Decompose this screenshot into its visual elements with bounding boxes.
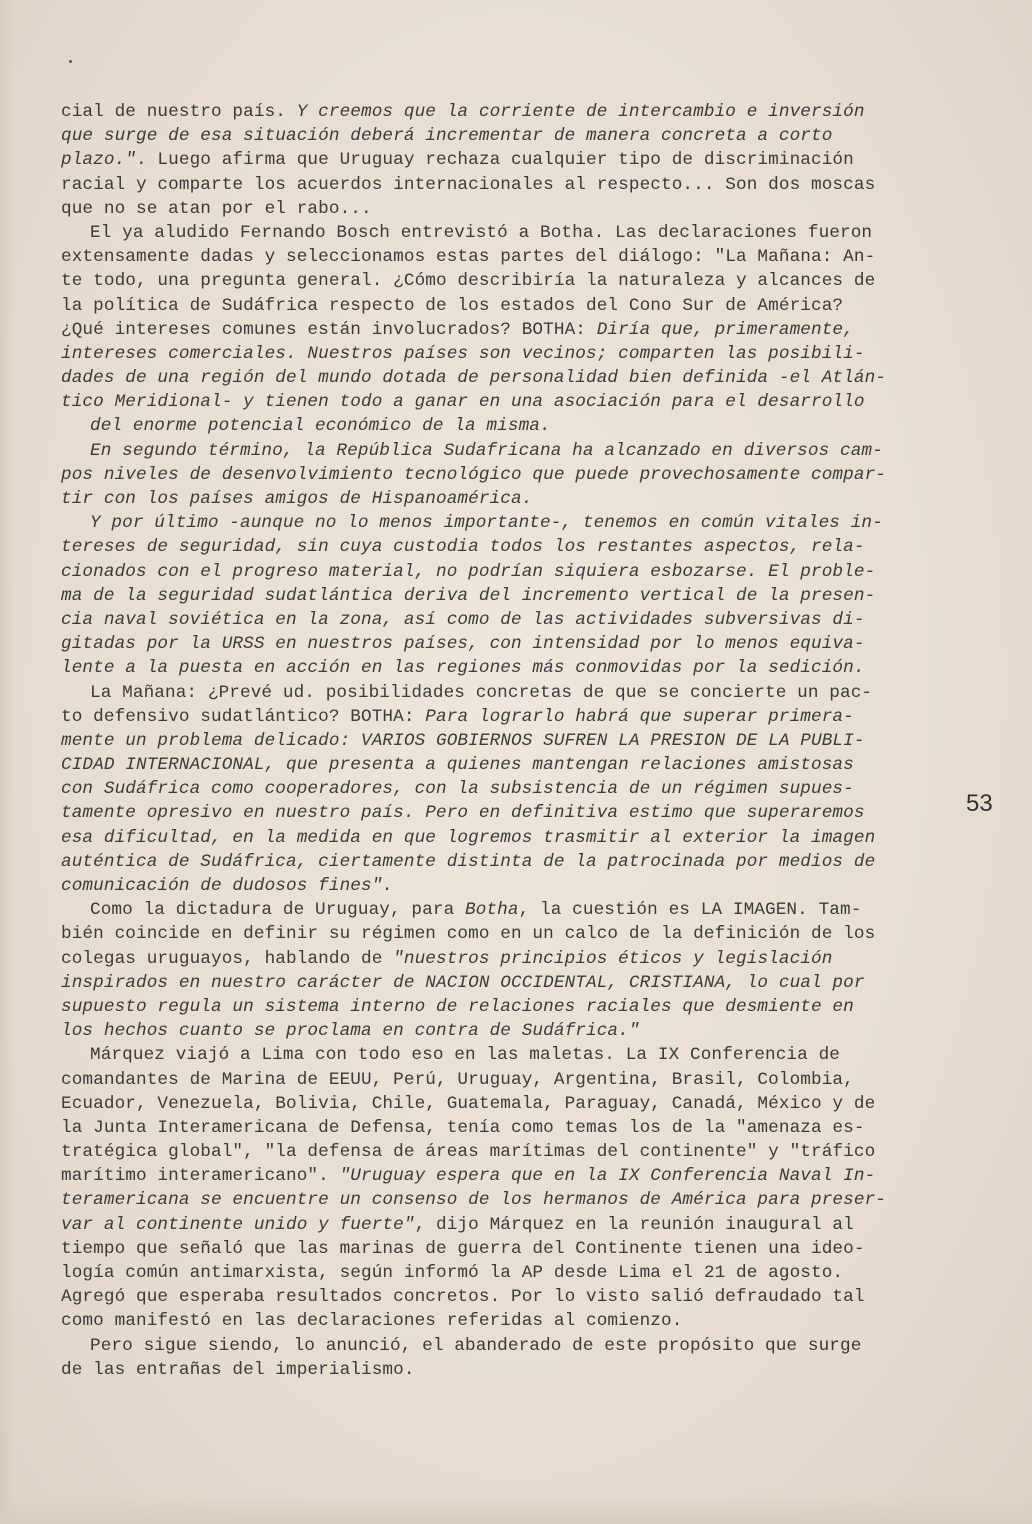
italic-quote: que surge de esa situación deberá incrementar de manera concreta a corto	[61, 126, 833, 147]
text-line	[61, 1092, 971, 1116]
text-line	[61, 148, 971, 172]
text-line	[61, 269, 971, 293]
text-line	[61, 874, 971, 898]
body-text	[61, 100, 971, 1382]
text-line	[61, 1285, 971, 1309]
text-segment: racial y comparte los acuerdos internacionales al respecto... Son dos moscas	[61, 174, 876, 195]
text-line	[61, 801, 971, 825]
text-line	[61, 777, 971, 801]
text-segment: tiempo que señaló que las marinas de guerra del Continente tienen una ideo-	[61, 1238, 865, 1259]
italic-quote: cia naval soviética en la zona, así como de las actividades subversivas di-	[61, 609, 865, 630]
text-line	[61, 826, 971, 850]
page-bottom-shadow	[0, 1494, 1032, 1524]
text-line	[61, 1019, 971, 1043]
text-segment: ¿Qué intereses comunes están involucrados? BOTHA:	[61, 319, 597, 340]
text-segment: tratégica global", "la defensa de áreas marítimas del continente" y "tráfico	[61, 1142, 876, 1163]
text-segment: la política de Sudáfrica respecto de los estados del Cono Sur de América?	[61, 295, 844, 316]
italic-quote: tereses de seguridad, sin cuya custodia todos los restantes aspectos, rela-	[61, 537, 865, 558]
text-segment: La Mañana: ¿Prevé ud. posibilidades concretas de que se concierte un pac-	[90, 682, 873, 703]
text-line	[61, 1068, 971, 1092]
italic-quote: Y creemos que la corriente de intercambio e inversión	[296, 102, 865, 122]
text-segment: la Junta Interamericana de Defensa, tenía como temas los de la "amenaza es-	[61, 1117, 865, 1138]
italic-quote: var al continente unido y fuerte"	[61, 1214, 415, 1235]
text-line	[61, 511, 971, 535]
italic-quote: tir con los países amigos de Hispanoamérica.	[61, 489, 533, 509]
italic-quote: pos niveles de desenvolvimiento tecnológico que puede provechosamente compar-	[61, 464, 886, 485]
text-segment: marítimo interamericano".	[61, 1166, 340, 1187]
text-line	[61, 584, 971, 608]
text-line	[61, 1116, 971, 1140]
text-line	[61, 1237, 971, 1261]
italic-quote: con Sudáfrica como cooperadores, con la subsistencia de un régimen supues-	[61, 779, 854, 800]
ink-dot	[69, 60, 72, 63]
italic-quote: Y por último -aunque no lo menos importante-, tenemos en común vitales in-	[90, 513, 883, 534]
text-line	[61, 1334, 971, 1358]
text-segment: . Luego afirma que Uruguay rechaza cualquier tipo de discriminación	[136, 150, 854, 171]
italic-quote: CIDAD INTERNACIONAL, que presenta a quienes mantengan relaciones amistosas	[61, 755, 854, 776]
italic-quote: del enorme potencial económico de la misma.	[90, 416, 551, 437]
text-line	[61, 342, 971, 366]
text-segment: Ecuador, Venezuela, Bolivia, Chile, Guatemala, Paraguay, Canadá, México y de	[61, 1093, 876, 1114]
text-line	[61, 1309, 971, 1333]
text-segment: te todo, una pregunta general. ¿Cómo describiría la naturaleza y alcances de	[61, 271, 876, 292]
text-line	[61, 729, 971, 753]
text-line	[61, 898, 971, 922]
text-line	[61, 1261, 971, 1285]
text-line	[61, 535, 971, 559]
text-line	[61, 318, 971, 342]
text-line	[61, 1188, 971, 1212]
text-segment: que no se atan por el rabo...	[61, 198, 372, 219]
text-segment: Como la dictadura de Uruguay, para	[90, 900, 465, 921]
text-line	[61, 632, 971, 656]
text-segment: colegas uruguayos, hablando de	[61, 948, 394, 969]
italic-quote: Diría que, primeramente,	[596, 319, 854, 340]
italic-quote: tico Meridional- y tienen todo a ganar en una asociación para el desarrollo	[61, 392, 865, 413]
text-line	[61, 608, 971, 632]
text-line	[61, 681, 971, 705]
text-line	[61, 100, 971, 124]
text-line	[61, 1140, 971, 1164]
text-line	[61, 705, 971, 729]
text-line	[61, 414, 971, 438]
text-segment: Pero sigue siendo, lo anunció, el abanderado de este propósito que surge	[90, 1335, 862, 1356]
text-segment: , la cuestión es LA IMAGEN. Tam-	[518, 900, 862, 921]
text-segment: de las entrañas del imperialismo.	[61, 1359, 415, 1380]
text-line	[61, 656, 971, 680]
italic-quote: cionados con el progreso material, no podrían siquiera esbozarse. El proble-	[61, 561, 876, 582]
text-line	[61, 221, 971, 245]
text-line	[61, 294, 971, 318]
text-line	[61, 197, 971, 221]
italic-quote: tamente opresivo en nuestro país. Pero en definitiva estimo que superaremos	[61, 803, 865, 824]
text-line	[61, 947, 971, 971]
italic-quote: teramericana se encuentre un consenso de los hermanos de América para preser-	[61, 1190, 886, 1211]
italic-quote: dades de una región del mundo dotada de personalidad bien definida -el Atlán-	[61, 368, 886, 389]
text-line	[61, 850, 971, 874]
text-line	[61, 922, 971, 946]
italic-quote: supuesto regula un sistema interno de relaciones raciales que desmiente en	[61, 996, 854, 1017]
text-segment: El ya aludido Fernando Bosch entrevistó a Botha. Las declaraciones fueron	[90, 222, 873, 243]
text-line	[61, 173, 971, 197]
text-line	[61, 995, 971, 1019]
text-line	[61, 1043, 971, 1067]
text-segment: cial de nuestro país.	[61, 102, 297, 122]
italic-quote: mente un problema delicado: VARIOS GOBIERNOS SUFREN LA PRESION DE LA PUBLI-	[61, 730, 865, 751]
italic-quote: esa dificultad, en la medida en que logremos trasmitir al exterior la imagen	[61, 827, 876, 848]
italic-quote: lente a la puesta en acción en las regiones más conmovidas por la sedición.	[61, 658, 865, 679]
text-line	[61, 1213, 971, 1237]
text-line	[61, 487, 971, 511]
text-line	[61, 753, 971, 777]
italic-quote: gitadas por la URSS en nuestros países, con intensidad por lo menos equiva-	[61, 634, 865, 655]
text-segment: to defensivo sudatlántico? BOTHA:	[61, 706, 426, 727]
text-segment: comandantes de Marina de EEUU, Perú, Uruguay, Argentina, Brasil, Colombia,	[61, 1069, 854, 1090]
text-segment: , dijo Márquez en la reunión inaugural al	[414, 1214, 854, 1235]
italic-quote: ma de la seguridad sudatlántica deriva del incremento vertical de la presen-	[61, 585, 876, 606]
italic-quote: "Uruguay espera que en la IX Conferencia Naval In-	[339, 1166, 876, 1187]
italic-quote: "nuestros principios éticos y legislación	[393, 948, 833, 969]
italic-quote: los hechos cuanto se proclama en contra de Sudáfrica."	[61, 1021, 640, 1042]
text-line	[61, 560, 971, 584]
italic-quote: auténtica de Sudáfrica, ciertamente distinta de la patrocinada por medios de	[61, 851, 876, 872]
text-line	[61, 971, 971, 995]
text-line	[61, 1358, 971, 1382]
text-line	[61, 124, 971, 148]
text-line	[61, 366, 971, 390]
text-segment: Márquez viajó a Lima con todo eso en las maletas. La IX Conferencia de	[90, 1045, 840, 1066]
italic-quote: comunicación de dudosos fines".	[61, 876, 394, 896]
text-line	[61, 463, 971, 487]
text-segment: Agregó que esperaba resultados concretos. Por lo visto salió defraudado tal	[61, 1287, 865, 1308]
italic-quote: plazo."	[61, 150, 136, 171]
page-edge-shadow	[0, 0, 14, 1524]
text-line	[61, 245, 971, 269]
page-number: 53	[966, 790, 993, 817]
text-line	[61, 439, 971, 463]
italic-quote: En segundo término, la República Sudafricana ha alcanzado en diversos cam-	[90, 440, 883, 461]
text-segment: bién coincide en definir su régimen como en un calco de la definición de los	[61, 924, 876, 945]
text-segment: extensamente dadas y seleccionamos estas partes del diálogo: "La Mañana: An-	[61, 247, 876, 268]
italic-quote: Botha	[465, 900, 519, 921]
italic-quote: intereses comerciales. Nuestros países son vecinos; comparten las posibili-	[61, 343, 865, 364]
italic-quote: Para lograrlo habrá que superar primera-	[425, 706, 854, 727]
text-segment: logía común antimarxista, según informó la AP desde Lima el 21 de agosto.	[61, 1263, 844, 1283]
text-line	[61, 1164, 971, 1188]
text-line	[61, 390, 971, 414]
italic-quote: inspirados en nuestro carácter de NACION OCCIDENTAL, CRISTIANA, lo cual por	[61, 972, 865, 993]
text-segment: como manifestó en las declaraciones referidas al comienzo.	[61, 1311, 683, 1332]
